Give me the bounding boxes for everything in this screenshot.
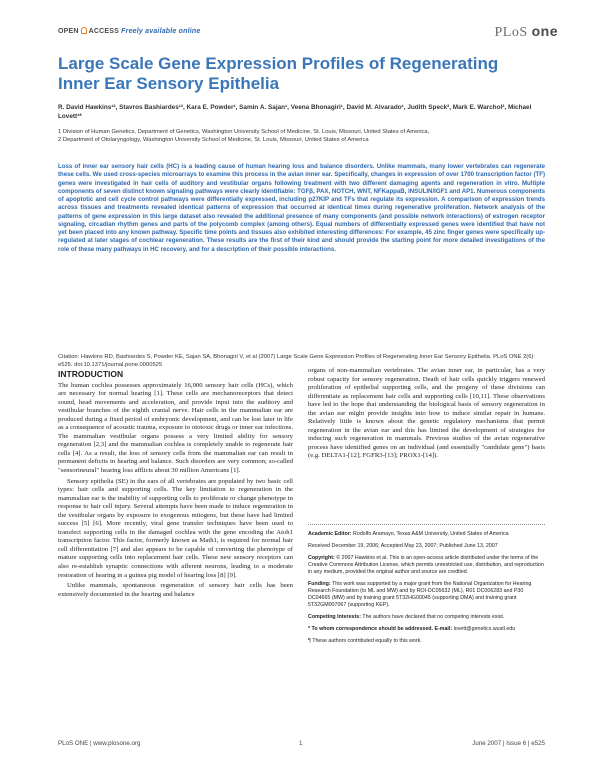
funding-note: Funding: This work was supported by a major grant from the National Organization for Hearing Research Foundation (to ML and MW) and by ROI-DC05632 (ML), R01 DC006283 and P30 DC04665 (MW) and by training grant 5T32HG00045 (supporting DMA) and training grant 5T32GM007067 (supporting KEP).: [308, 581, 532, 608]
open-access-badge: [58, 27, 200, 35]
logo-one: one: [531, 23, 558, 39]
intro-paragraph-4: organs of non-mammalian vertebrates. The avian inner ear, in particular, has a very robust capacity for sensory regeneration. Death of hair cells quickly triggers renewed proliferation of epithelial supporting cells, and the progeny of these divisions can differentiate as replacement hair cells and supporting cells [10,11]. These observations have led to the hope that understanding the biological basis of sensory regeneration in the avian ear might provide insights into how to induce similar repair in humans. Relatively little is known about the genetic regulatory mechanisms that permit regeneration in the avian ear and this has limited the development of strategies for inducing such regeneration in mammals. Previous studies of the avian regenerative process have identified genes on an individual (and essentially "candidate gene") basis (e.g. DELTA1-[12]; FGFR3-[13]; PROX1-[14]).: [308, 367, 545, 460]
footer-issue: June 2007 | Issue 6 | e525: [472, 740, 545, 747]
correspondence-note: * To whom correspondence should be addressed. E-mail: lovett@genetics.wustl.edu: [308, 626, 516, 632]
page-number: 1: [299, 740, 303, 747]
copyright-note: Copyright: © 2007 Hawkins et al. This is an open-access article distributed under the terms of the Creative Commons Attribution License, which permits unrestricted use, distribution, and reproduction in any medium, provided the original author and source are credited.: [308, 555, 544, 575]
competing-interests-note: Competing Interests: The authors have declared that no competing interests exist.: [308, 614, 505, 620]
plos-one-logo: [494, 23, 558, 41]
freely-available-label: Freely available online: [121, 28, 201, 35]
academic-editor-note: Academic Editor: Rodolfo Aramayo, Texas A&M University, United States of America: [308, 531, 509, 537]
right-column: [308, 367, 545, 461]
page-footer: [58, 740, 545, 750]
access-label: ACCESS: [88, 28, 120, 35]
intro-paragraph-1: The human cochlea possesses approximately 16,000 sensory hair cells (HCs), which are necessary for normal hearing [1]. These cells are mechanoreceptors that detect sound, head movements and acceleration, and provide input into the auditory and vestibular branches of the eighth cranial nerve. Hair cells in the mammalian ear are produced during a fixed period of embryonic development, and can be lost later in life as a consequence of acoustic trauma, exposure to ototoxic drugs or inner ear infections. The mammalian vestibular organs possess a very limited ability for sensory regeneration [2,3] and the mammalian cochlea is completely unable to regenerate hair cells [4]. As a result, the loss of sensory cells from the mammalian ear can result in permanent deficits in hearing and balance. Such disorders are very common; so-called "sensorineural" hearing loss afflicts about 30 million Americans [1].: [58, 381, 293, 475]
open-lock-icon: [81, 27, 87, 34]
section-heading-introduction: INTRODUCTION: [58, 369, 124, 379]
equal-contribution-note: ¶ These authors contributed equally to this work.: [308, 638, 422, 644]
affiliations: [58, 128, 548, 144]
abstract: Loss of inner ear sensory hair cells (HC) is a leading cause of human hearing loss and balance disorders. Unlike mammals, many lower vertebrates can regenerate these cells. We used cross-species microarrays to examine this process in the avian inner ear. Specifically, changes in expression of over 1700 transcription factor (TF) genes were investigated in hair cells of auditory and vestibular organs following treatment with two different damaging agents and regeneration in vitro. Multiple components of seven distinct known signaling pathways were clearly identifiable: TGFβ, PAX, NOTCH, WNT, NFKappaB, INSULIN/IGF1 and AP1. Numerous components of apoptotic and cell cycle control pathways were differentially expressed, including p27KIP and TFs that regulate its expression. A comparison of expression trends across tissues and treatments revealed identical patterns of expression that occurred at identical times during regenerative proliferation. Network analysis of the patterns of gene expression in this large dataset also revealed the additional presence of many components (and possible network interactions) of estrogen receptor signaling, circadian rhythm genes and parts of the polycomb complex (among others). Equal numbers of differentially expressed genes were identified that have not yet been placed into any known pathway. Specific time points and tissues also exhibited interesting differences: For example, 45 zinc finger genes were specifically up-regulated at later stages of cochlear regeneration. These results are the first of their kind and should provide the starting point for more detailed investigations of the role of these many pathways in HC recovery, and for a description of their possible interactions.: [58, 163, 545, 253]
citation: Citation: Hawkins RD, Bashiardes S, Powder KE, Sajan SA, Bhonagiri V, et al (2007) Large Scale Gene Expression Profiles of Regenerating Inner Ear Sensory Epithelia. PLoS ONE 2(6): e525. doi:10.1371/journal.pone.0000525: [58, 354, 535, 368]
affiliation-2: 2 Department of Otolaryngology, Washington University School of Medicine, St. Louis, Missouri, United States of America: [58, 137, 369, 143]
article-notes: [308, 531, 545, 650]
intro-paragraph-3: Unlike mammals, spontaneous regeneration of sensory hair cells has been extensively documented in the hearing and balance: [58, 582, 293, 598]
dates-note: Received December 19, 2006; Accepted May 23, 2007; Published June 13, 2007: [308, 543, 498, 549]
article-title: Large Scale Gene Expression Profiles of Regenerating Inner Ear Sensory Epithelia: [58, 54, 499, 93]
logo-plos: PLoS: [494, 25, 528, 40]
intro-paragraph-2: Sensory epithelia (SE) in the ears of all vertebrates are populated by two basic cell types: hair cells and supporting cells. The key limitation to regeneration in the mammalian ear is the inability of supporting cells to proliferate or change phenotype in response to hair cell injury. Several attempts have been made to induce regeneration in the vestibular organs by exposure to exogenous mitogens, but these have had limited success [5] [6]. More recently, viral gene transfer techniques have been used to transfect supporting cells in the damaged cochlea with the gene encoding the Atoh1 transcription factor. This factor, formerly known as Math1, is required for normal hair cell differentiation [7] and also appears to be capable of converting the phenotype of mature supporting cells into replacement hair cells. These new sensory receptors can also re-establish synaptic connections with afferent neurons, leading to a moderate restoration of hearing in a guinea pig model of hearing loss [8] [9].: [58, 477, 293, 579]
author-list: R. David Hawkins¹², Stavros Bashiardes¹², Kara E. Powder¹, Samin A. Sajan¹, Veena Bhonagiri¹, David M. Alvarado¹, Judith Speck², Mark E. Warchol², Michael Lovett¹*: [58, 104, 532, 120]
masthead: [58, 23, 558, 43]
notes-divider: [308, 524, 545, 525]
correspondence-email[interactable]: lovett@genetics.wustl.edu: [453, 626, 516, 632]
open-label: OPEN: [58, 28, 79, 35]
footer-journal[interactable]: PLoS ONE | www.plosone.org: [58, 740, 141, 747]
left-column: [58, 370, 293, 599]
affiliation-1: 1 Division of Human Genetics, Department of Genetics, Washington University School of Medicine, St. Louis, Missouri, United States of America,: [58, 129, 430, 135]
